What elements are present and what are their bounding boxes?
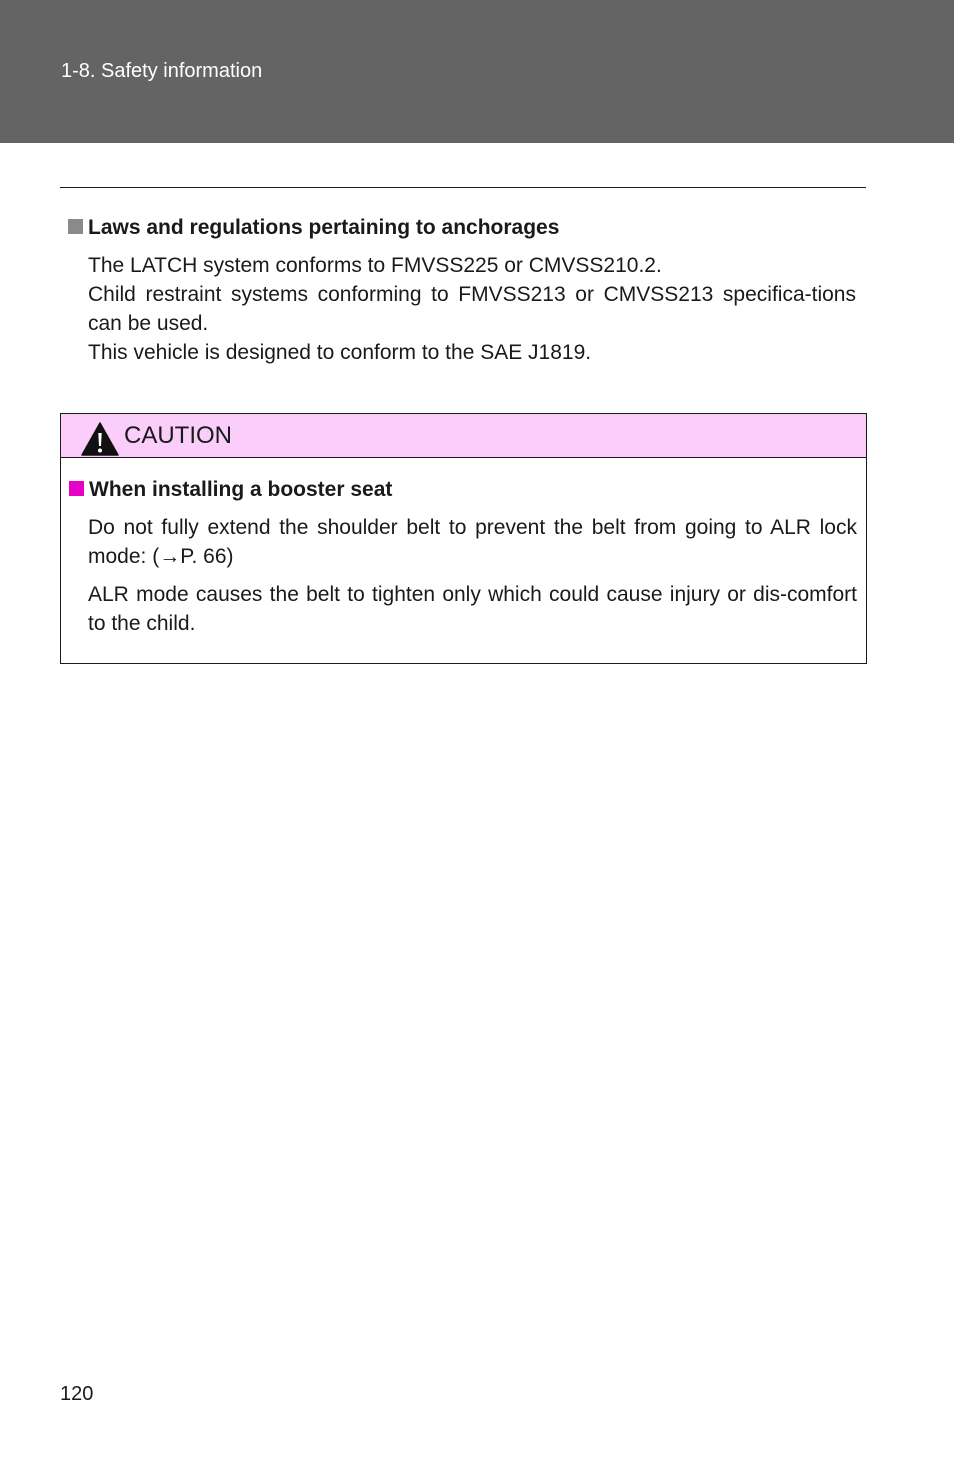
paragraph: Child restraint systems conforming to FMVSS213 or CMVSS213 specifica-tions can be used. <box>88 283 856 335</box>
paragraph: This vehicle is designed to conform to the SAE J1819. <box>88 341 592 364</box>
divider <box>60 187 866 188</box>
warning-triangle-icon <box>81 422 119 456</box>
section-heading <box>68 215 559 241</box>
caution-title: CAUTION <box>124 422 232 449</box>
caution-paragraph: ALR mode causes the belt to tighten only which could cause injury or dis-comfort to the child. <box>88 583 857 635</box>
paragraph: The LATCH system conforms to FMVSS225 or CMVSS210.2. <box>88 254 662 277</box>
caution-paragraph: Do not fully extend the shoulder belt to prevent the belt from going to ALR lock mode: (→P. 66) <box>88 516 857 568</box>
caution-subheading <box>69 477 392 503</box>
square-bullet-icon <box>69 481 84 496</box>
section-label: 1-8. Safety information <box>61 60 263 82</box>
caution-box <box>60 413 867 664</box>
header-band <box>0 0 954 143</box>
caution-header <box>61 414 866 458</box>
section-heading-text: Laws and regulations pertaining to anchorages <box>88 216 560 239</box>
caution-subheading-text: When installing a booster seat <box>89 478 393 501</box>
square-bullet-icon <box>68 219 83 234</box>
page-number: 120 <box>60 1383 94 1405</box>
